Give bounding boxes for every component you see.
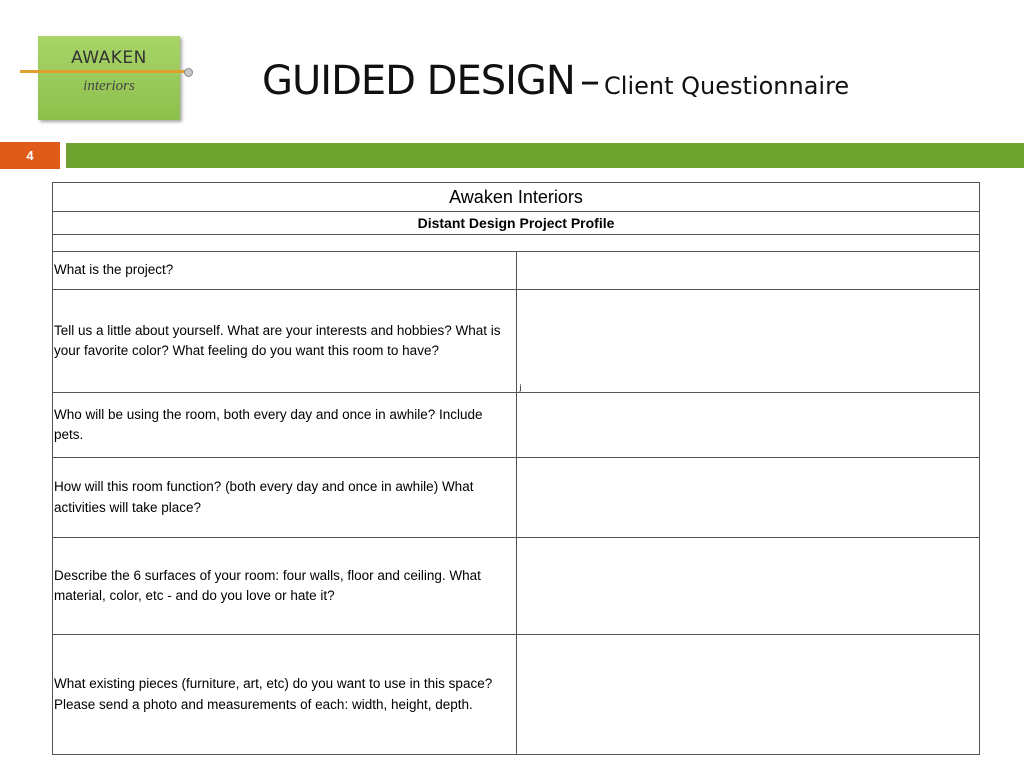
question-cell: Tell us a little about yourself. What are your interests and hobbies? What is your favorite color? What feeling do you want this room to have? bbox=[53, 290, 517, 393]
page-title bbox=[262, 58, 849, 104]
table-row bbox=[53, 458, 980, 538]
title-subtitle: Client Questionnaire bbox=[604, 72, 850, 100]
answer-cell[interactable] bbox=[516, 538, 980, 635]
answer-text: j bbox=[519, 383, 522, 392]
answer-cell[interactable] bbox=[516, 393, 980, 458]
table-row bbox=[53, 252, 980, 290]
answer-cell[interactable] bbox=[516, 290, 980, 393]
question-cell: Describe the 6 surfaces of your room: four walls, floor and ceiling. What material, color, etc - and do you love or hate it? bbox=[53, 538, 517, 635]
questionnaire-table bbox=[52, 182, 980, 755]
form-heading: Distant Design Project Profile bbox=[53, 212, 980, 235]
logo-accent-dot bbox=[184, 68, 193, 77]
table-row bbox=[53, 635, 980, 755]
answer-cell[interactable] bbox=[516, 635, 980, 755]
title-main: GUIDED DESIGN bbox=[262, 58, 575, 104]
table-row bbox=[53, 538, 980, 635]
question-cell: What existing pieces (furniture, art, etc) do you want to use in this space? Please send a photo and measurements of each: width, height, depth. bbox=[53, 635, 517, 755]
logo-accent-line bbox=[20, 70, 188, 73]
logo-text-awaken: AWAKEN bbox=[71, 48, 147, 68]
answer-cell[interactable] bbox=[516, 252, 980, 290]
slide-number-badge: 4 bbox=[0, 142, 60, 169]
blank-row bbox=[53, 235, 980, 252]
form-company-name: Awaken Interiors bbox=[53, 183, 980, 212]
title-separator: – bbox=[579, 58, 599, 104]
answer-cell[interactable] bbox=[516, 458, 980, 538]
header-accent-bar bbox=[66, 143, 1024, 168]
table-row bbox=[53, 290, 980, 393]
question-cell: How will this room function? (both every day and once in awhile) What activities will take place? bbox=[53, 458, 517, 538]
logo-text-interiors: interiors bbox=[83, 78, 135, 94]
table-row bbox=[53, 393, 980, 458]
question-cell: Who will be using the room, both every day and once in awhile? Include pets. bbox=[53, 393, 517, 458]
question-cell: What is the project? bbox=[53, 252, 517, 290]
